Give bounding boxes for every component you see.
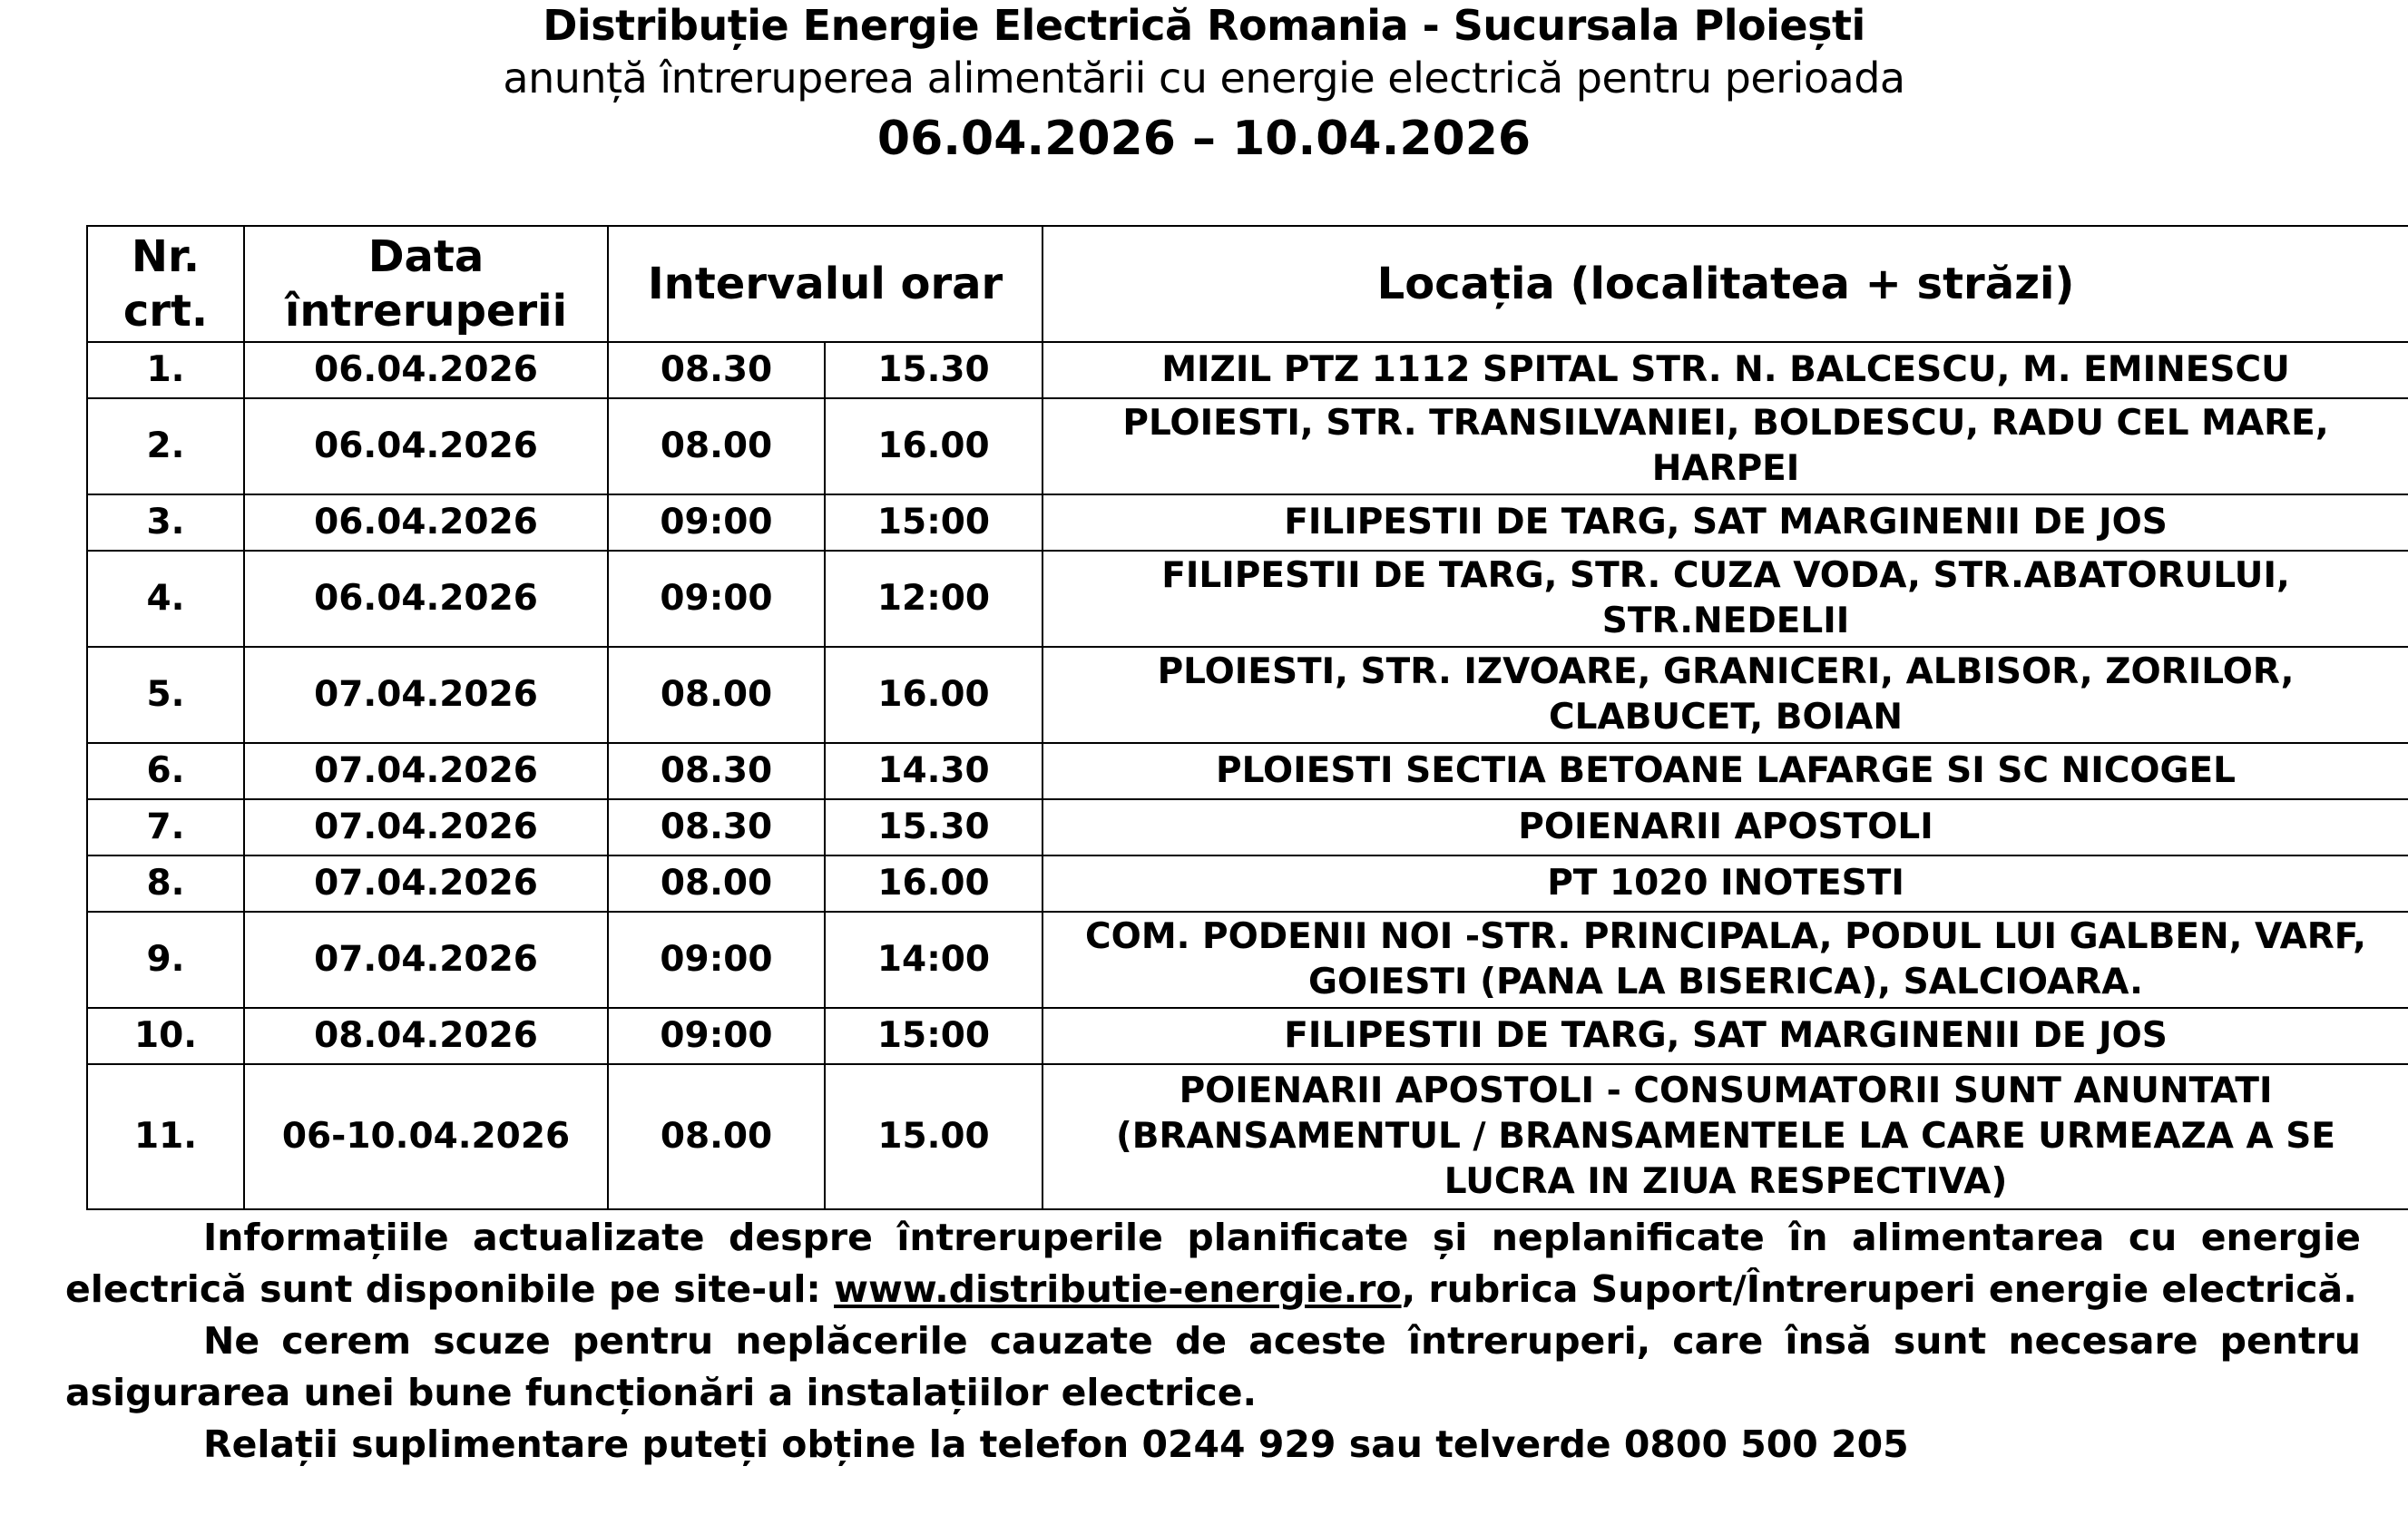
row-start-time-cell: 08.30 [608, 743, 825, 799]
row-end-time-cell: 14.30 [825, 743, 1042, 799]
interruption-period: 06.04.2026 – 10.04.2026 [876, 112, 1532, 166]
header-location: Locația (localitatea + străzi) [1042, 226, 2408, 342]
row-end-time-cell: 12:00 [825, 551, 1042, 647]
footer-contact-paragraph: Relații suplimentare puteți obține la telefon 0244 929 sau telverde 0800 500 205 [203, 1422, 1909, 1466]
row-end-time-cell: 15.30 [825, 342, 1042, 398]
table-row [87, 551, 2408, 647]
document-subtitle: anunță întreruperea alimentării cu energie electrică pentru perioada [503, 54, 1905, 103]
row-start-time-cell: 08.30 [608, 342, 825, 398]
row-date-cell: 07.04.2026 [244, 912, 608, 1008]
row-location-cell: MIZIL PTZ 1112 SPITAL STR. N. BALCESCU, M. EMINESCU [1042, 342, 2408, 398]
footer-info-text-end: , rubrica Suport/Întreruperi energie electrică. [1401, 1267, 2357, 1311]
table-row [87, 647, 2408, 743]
row-number-cell: 7. [87, 799, 244, 855]
row-start-time-cell: 09:00 [608, 551, 825, 647]
row-location-cell: COM. PODENII NOI -STR. PRINCIPALA, PODUL LUI GALBEN, VARF, GOIESTI (PANA LA BISERICA), SALCIOARA. [1042, 912, 2408, 1008]
row-date-cell: 07.04.2026 [244, 855, 608, 912]
row-start-time-cell: 09:00 [608, 494, 825, 551]
row-start-time-cell: 08.30 [608, 799, 825, 855]
header-interval: Intervalul orar [608, 226, 1042, 342]
row-date-cell: 07.04.2026 [244, 743, 608, 799]
row-date-cell: 07.04.2026 [244, 799, 608, 855]
row-number-cell: 9. [87, 912, 244, 1008]
row-location-cell: FILIPESTII DE TARG, STR. CUZA VODA, STR.ABATORULUI, STR.NEDELII [1042, 551, 2408, 647]
table-row [87, 912, 2408, 1008]
table-row [87, 1064, 2408, 1209]
table-row [87, 342, 2408, 398]
row-location-cell: FILIPESTII DE TARG, SAT MARGINENII DE JOS [1042, 494, 2408, 551]
row-start-time-cell: 08.00 [608, 398, 825, 494]
row-start-time-cell: 09:00 [608, 1008, 825, 1064]
header-date [244, 226, 608, 342]
table-header-row [87, 226, 2408, 342]
header-nr-crt [87, 226, 244, 342]
table-row [87, 494, 2408, 551]
document-title: Distribuție Energie Electrică Romania - Sucursala Ploiești [543, 1, 1865, 50]
header-nr-line2: crt. [122, 286, 209, 337]
row-number-cell: 8. [87, 855, 244, 912]
header-nr-line1: Nr. [131, 231, 201, 282]
row-number-cell: 1. [87, 342, 244, 398]
footer-info-text: Informațiile actualizate despre întreruperile planificate și neplanificate în alimentarea cu energie electrică sunt disponibile pe site-ul: [65, 1216, 2361, 1311]
row-number-cell: 5. [87, 647, 244, 743]
row-end-time-cell: 15.30 [825, 799, 1042, 855]
row-end-time-cell: 15:00 [825, 1008, 1042, 1064]
row-date-cell: 06.04.2026 [244, 398, 608, 494]
row-end-time-cell: 16.00 [825, 398, 1042, 494]
table-row [87, 743, 2408, 799]
table-body [87, 342, 2408, 1209]
row-date-cell: 06.04.2026 [244, 551, 608, 647]
row-end-time-cell: 15:00 [825, 494, 1042, 551]
row-location-cell: PLOIESTI, STR. TRANSILVANIEI, BOLDESCU, RADU CEL MARE, HARPEI [1042, 398, 2408, 494]
row-location-cell: POIENARII APOSTOLI - CONSUMATORII SUNT ANUNTATI (BRANSAMENTUL / BRANSAMENTELE LA CARE URMEAZA A SE LUCRA IN ZIUA RESPECTIVA) [1042, 1064, 2408, 1209]
row-number-cell: 11. [87, 1064, 244, 1209]
row-start-time-cell: 08.00 [608, 1064, 825, 1209]
header-date-line1: Data [367, 231, 485, 282]
footer-notes [65, 1212, 2361, 1471]
footer-info-paragraph [65, 1212, 2361, 1315]
row-date-cell: 06.04.2026 [244, 342, 608, 398]
table-row [87, 398, 2408, 494]
row-date-cell: 06.04.2026 [244, 494, 608, 551]
row-end-time-cell: 15.00 [825, 1064, 1042, 1209]
row-number-cell: 3. [87, 494, 244, 551]
outages-table [86, 225, 2408, 1210]
row-date-cell: 06-10.04.2026 [244, 1064, 608, 1209]
row-number-cell: 6. [87, 743, 244, 799]
footer-apology-paragraph: Ne cerem scuze pentru neplăcerile cauzate de aceste întreruperi, care însă sunt necesare pentru asigurarea unei bune funcționări a instalațiilor electrice. [65, 1319, 2361, 1414]
row-end-time-cell: 14:00 [825, 912, 1042, 1008]
row-location-cell: PLOIESTI, STR. IZVOARE, GRANICERI, ALBISOR, ZORILOR, CLABUCET, BOIAN [1042, 647, 2408, 743]
row-start-time-cell: 08.00 [608, 855, 825, 912]
row-start-time-cell: 09:00 [608, 912, 825, 1008]
row-location-cell: PT 1020 INOTESTI [1042, 855, 2408, 912]
row-start-time-cell: 08.00 [608, 647, 825, 743]
table-row [87, 855, 2408, 912]
website-link[interactable]: www.distributie-energie.ro [834, 1267, 1402, 1311]
row-end-time-cell: 16.00 [825, 855, 1042, 912]
row-date-cell: 08.04.2026 [244, 1008, 608, 1064]
row-number-cell: 10. [87, 1008, 244, 1064]
row-number-cell: 4. [87, 551, 244, 647]
row-number-cell: 2. [87, 398, 244, 494]
header-date-line2: întreruperii [284, 286, 568, 337]
row-location-cell: PLOIESTI SECTIA BETOANE LAFARGE SI SC NICOGEL [1042, 743, 2408, 799]
row-date-cell: 07.04.2026 [244, 647, 608, 743]
row-end-time-cell: 16.00 [825, 647, 1042, 743]
row-location-cell: POIENARII APOSTOLI [1042, 799, 2408, 855]
row-location-cell: FILIPESTII DE TARG, SAT MARGINENII DE JOS [1042, 1008, 2408, 1064]
table-row [87, 1008, 2408, 1064]
table-row [87, 799, 2408, 855]
